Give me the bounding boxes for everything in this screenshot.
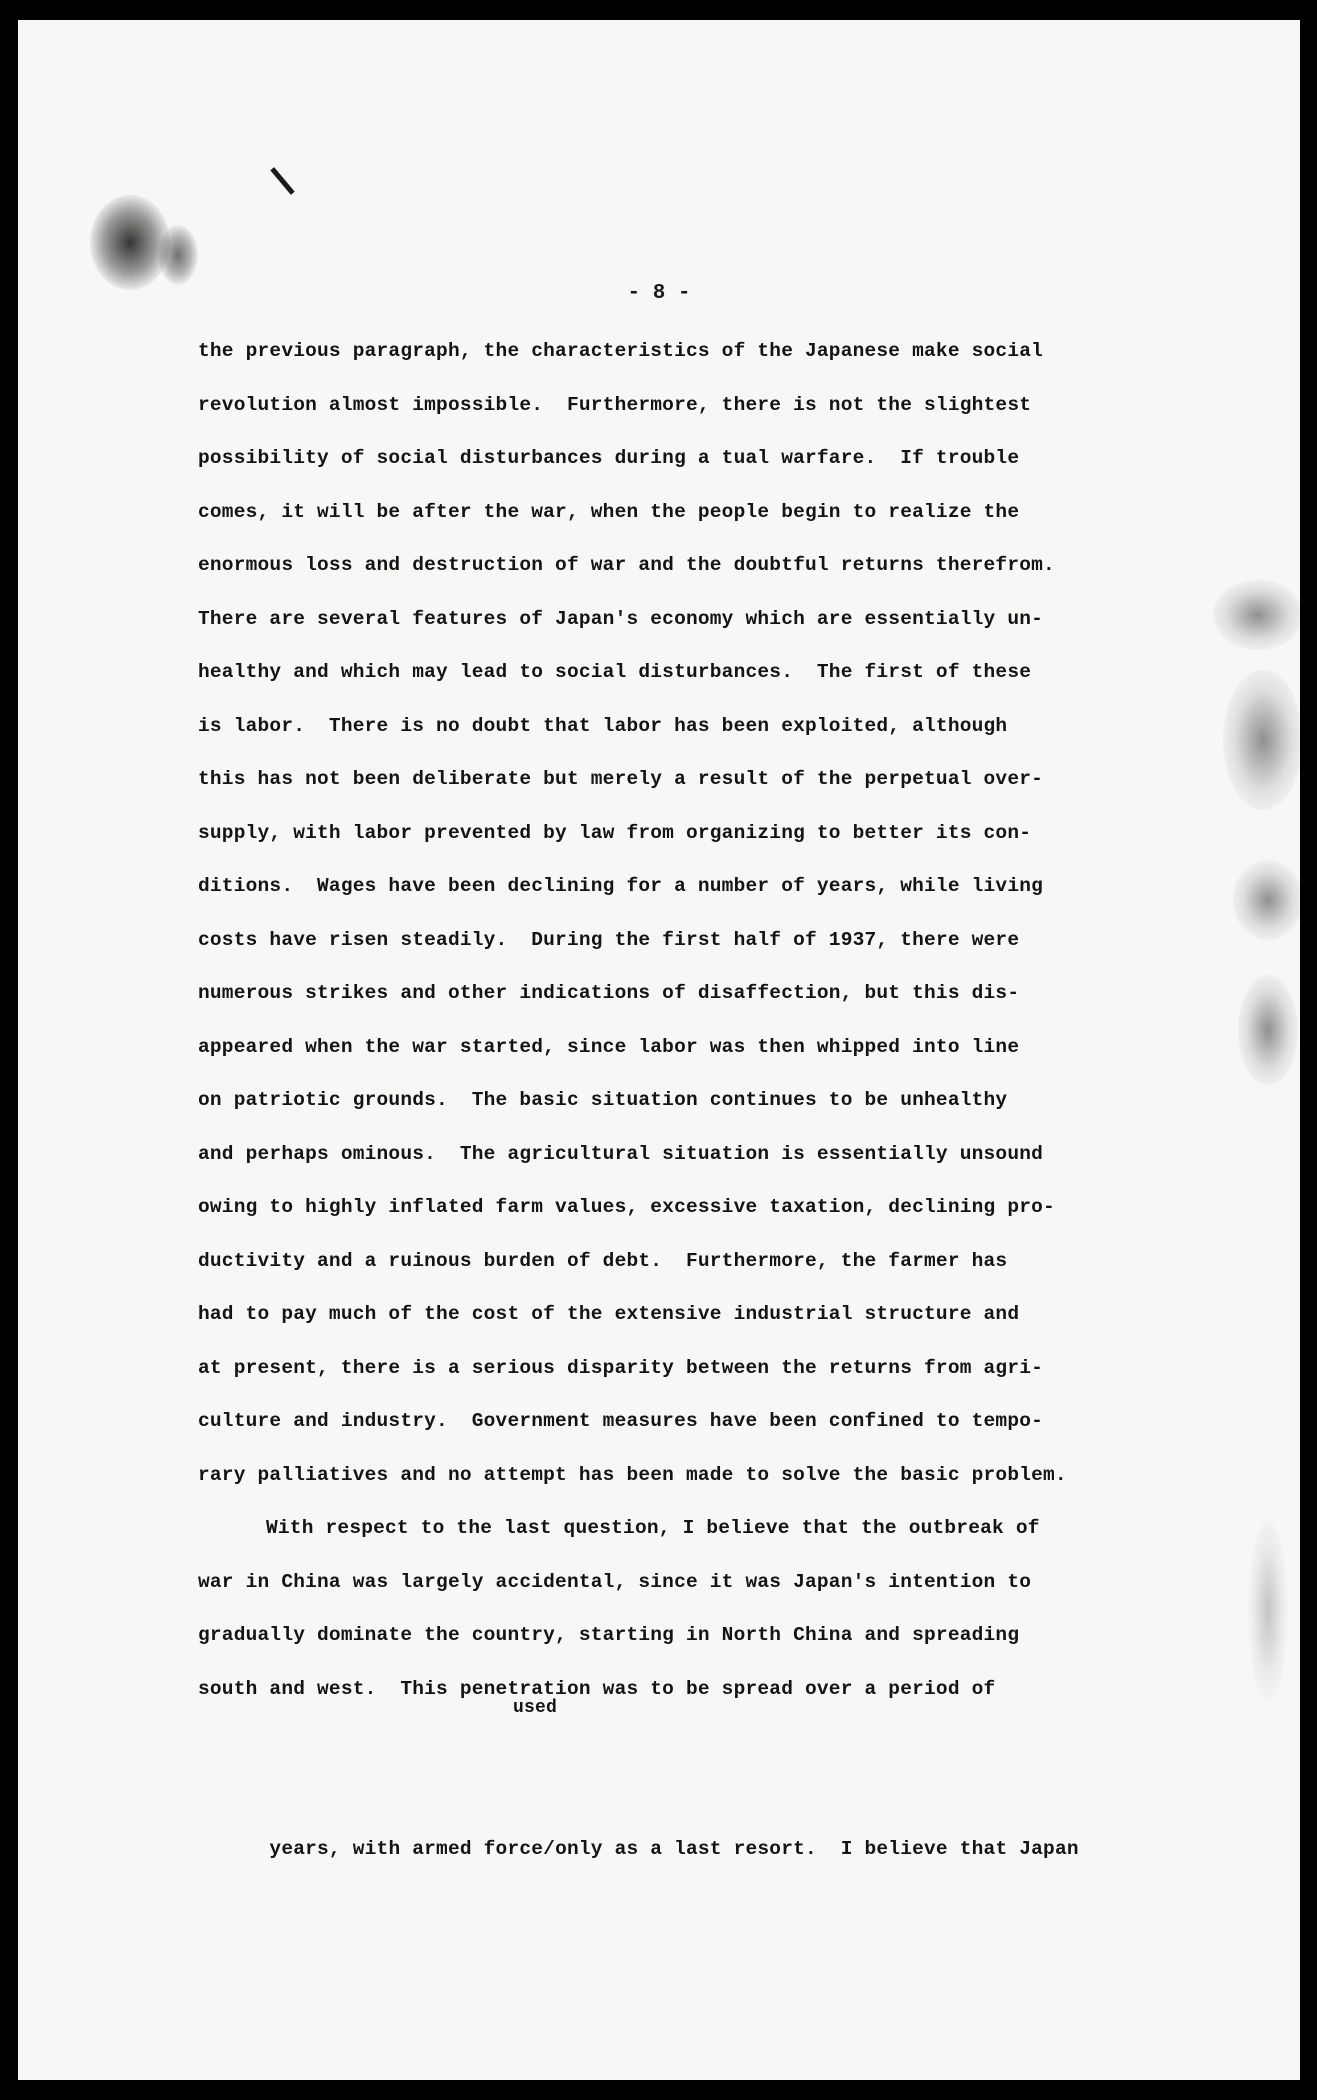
pen-mark xyxy=(270,167,294,195)
text-line: had to pay much of the cost of the extensive industrial structure and xyxy=(198,1303,1020,1325)
text-line: healthy and which may lead to social disturbances. The first of these xyxy=(198,661,1032,683)
text-line: war in China was largely accidental, since it was Japan's intention to xyxy=(198,1570,1032,1593)
text-line: gradually dominate the country, starting in North China and spreading xyxy=(198,1624,1020,1646)
text-line: and perhaps ominous. The agricultural situation is essentially unsound xyxy=(198,1142,1044,1165)
text-line: at present, there is a serious disparity between the returns from agri- xyxy=(198,1356,1044,1379)
final-line-container xyxy=(198,1698,1208,1860)
text-line: There are several features of Japan's economy which are essentially un- xyxy=(198,607,1044,630)
text-line: years, with armed force/only as a last resort. I believe that Japan xyxy=(269,1838,1079,1860)
text-line: numerous strikes and other indications of disaffection, but this dis- xyxy=(198,982,1020,1004)
text-line: possibility of social disturbances during a tual warfare. If trouble xyxy=(198,447,1020,469)
ink-smudge-top-left-small xyxy=(158,225,198,285)
smudge-right-4 xyxy=(1238,975,1298,1085)
text-line: appeared when the war started, since labor was then whipped into line xyxy=(198,1035,1020,1058)
smudge-right-1 xyxy=(1213,580,1300,650)
smudge-right-3 xyxy=(1233,860,1300,940)
inserted-word: used xyxy=(513,1698,558,1718)
smudge-right-2 xyxy=(1223,670,1300,810)
text-line: is labor. There is no doubt that labor has been exploited, although xyxy=(198,714,1008,737)
document-page xyxy=(18,20,1300,2080)
paragraph-start-line: With respect to the last question, I believe that the outbreak of xyxy=(266,1517,1040,1539)
text-line: this has not been deliberate but merely a result of the perpetual over- xyxy=(198,768,1044,790)
text-line: on patriotic grounds. The basic situation continues to be unhealthy xyxy=(198,1089,1008,1111)
text-line: supply, with labor prevented by law from organizing to better its con- xyxy=(198,821,1032,844)
body-text xyxy=(198,325,1208,1860)
ink-smudge-top-left xyxy=(90,195,170,290)
text-line: revolution almost impossible. Furthermore, there is not the slightest xyxy=(198,393,1032,416)
text-line: comes, it will be after the war, when the people begin to realize the xyxy=(198,500,1020,523)
smudge-right-5 xyxy=(1248,1520,1288,1700)
text-line: costs have risen steadily. During the first half of 1937, there were xyxy=(198,928,1020,951)
text-line: enormous loss and destruction of war and the doubtful returns therefrom. xyxy=(198,554,1055,576)
text-line: rary palliatives and no attempt has been made to solve the basic problem. xyxy=(198,1463,1067,1486)
text-line: ditions. Wages have been declining for a number of years, while living xyxy=(198,875,1044,897)
text-line: owing to highly inflated farm values, excessive taxation, declining pro- xyxy=(198,1196,1055,1218)
text-line: south and west. This penetration was to be spread over a period of xyxy=(198,1677,996,1700)
page-number: - 8 - xyxy=(627,282,691,305)
text-line: culture and industry. Government measures have been confined to tempo- xyxy=(198,1410,1044,1432)
text-line: ductivity and a ruinous burden of debt. Furthermore, the farmer has xyxy=(198,1249,1008,1272)
text-line: the previous paragraph, the characteristics of the Japanese make social xyxy=(198,340,1044,362)
